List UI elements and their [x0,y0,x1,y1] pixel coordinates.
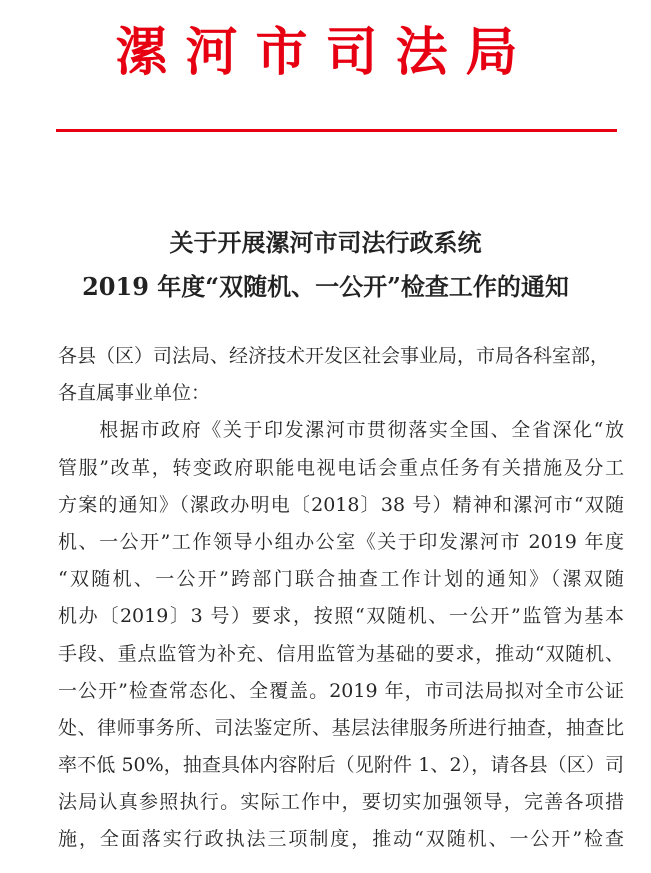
body-line: 机办〔2019〕3 号）要求，按照“双随机、一公开”监管为基本 [58,605,624,628]
title-line-2: 2019 年度“双随机、一公开”检查工作的通知 [82,272,569,301]
body-line: 一公开”检查常态化、全覆盖。2019 年，市司法局拟对全市公证 [58,679,624,702]
document-title [0,221,651,309]
red-divider-line [56,129,617,132]
body-line: 管服”改革，转变政府职能电视电话会重点任务有关措施及分工 [58,456,624,479]
body-line: 各直属事业单位： [58,382,211,405]
title-line-1: 关于开展漯河市司法行政系统 [169,228,482,257]
body-line: 法局认真参照执行。实际工作中，要切实加强领导，完善各项措 [58,791,624,814]
agency-header: 漯河市司法局 [115,22,536,83]
body-line: 机、一公开”工作领导小组办公室《关于印发漯河市 2019 年度 [58,530,624,553]
body-line: 根据市政府《关于印发漯河市贯彻落实全国、全省深化“放 [58,419,624,442]
body-line: 各县（区）司法局、经济技术开发区社会事业局，市局各科室部， [58,345,610,367]
document-body [58,338,624,859]
body-line: 率不低 50%，抽查具体内容附后（见附件 1、2），请各县（区）司 [58,754,624,777]
body-line: 处、律师事务所、司法鉴定所、基层法律服务所进行抽查，抽查比 [58,716,624,739]
body-line: 方案的通知》（漯政办明电〔2018〕38 号）精神和漯河市“双随 [58,493,624,516]
body-line: 手段、重点监管为补充、信用监管为基础的要求，推动“双随机、 [58,642,624,665]
body-line: 施，全面落实行政执法三项制度，推动“双随机、一公开”检查 [58,828,624,851]
body-line: “双随机、一公开”跨部门联合抽查工作计划的通知》（漯双随 [58,568,624,591]
